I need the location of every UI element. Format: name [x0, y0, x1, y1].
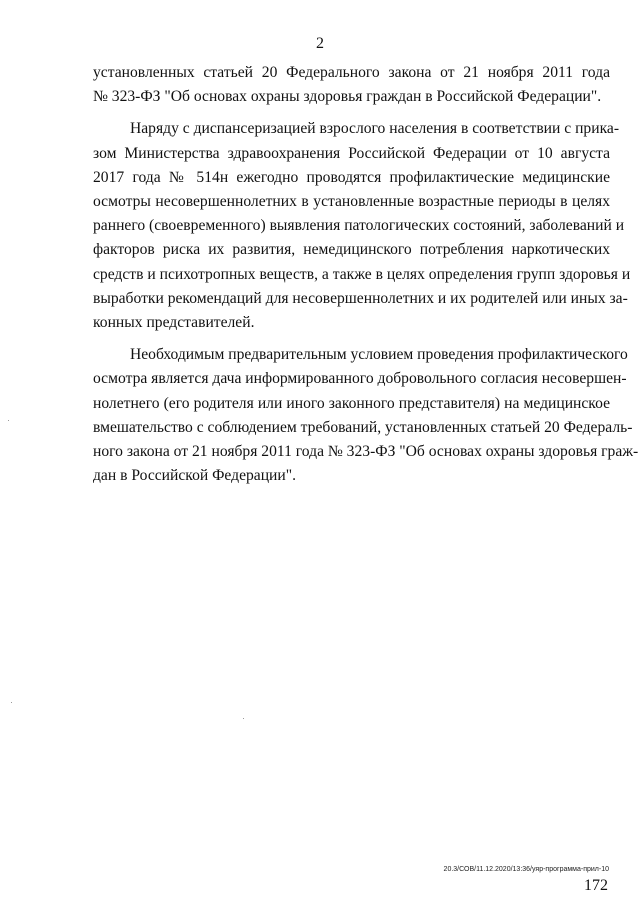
- text-line: конных представителей.: [93, 314, 255, 332]
- text-line: осмотры несовершеннолетних в установленные возрастные периоды в целях: [93, 193, 610, 211]
- text-line: Необходимым предварительным условием проведения профилактического: [130, 346, 628, 364]
- text-line: нолетнего (его родителя или иного законного представителя) на медицинское: [93, 394, 610, 412]
- text-line: дан в Российской Федерации".: [93, 467, 297, 485]
- sheet-number: 172: [584, 877, 608, 894]
- text-line: № 323-ФЗ "Об основах охраны здоровья граждан в Российской Федерации".: [93, 88, 602, 106]
- scan-speck: [243, 718, 244, 719]
- text-line: 2017 года № 514н ежегодно проводятся профилактические медицинские: [93, 168, 610, 186]
- scan-speck: [11, 702, 12, 703]
- scan-speck: [8, 420, 9, 421]
- document-body: [93, 61, 639, 496]
- text-line: выработки рекомендаций для несовершеннолетних и их родителей или иных за-: [93, 289, 628, 307]
- text-line: раннего (своевременного) выявления патологических состояний, заболеваний и: [93, 217, 625, 235]
- text-line: Наряду с диспансеризацией взрослого населения в соответствии с прика-: [130, 120, 620, 138]
- text-line: ного закона от 21 ноября 2011 года № 323-ФЗ "Об основах охраны здоровья граж-: [93, 443, 639, 461]
- page-number: 2: [316, 35, 324, 52]
- paragraph-continuation: [93, 61, 610, 109]
- paragraph-preventive-exams: [93, 117, 631, 335]
- text-line: средств и психотропных веществ, а также в целях определения групп здоровья и: [93, 265, 631, 283]
- document-code: 20.3/СОВ/11.12.2020/13:36/уяр-программа-прил-10: [443, 866, 609, 873]
- text-line: зом Министерства здравоохранения Российской Федерации от 10 августа: [93, 144, 610, 162]
- text-line: осмотра является дача информированного добровольного согласия несовершен-: [93, 370, 627, 388]
- paragraph-consent: [93, 343, 639, 488]
- text-line: факторов риска их развития, немедицинского потребления наркотических: [93, 241, 610, 259]
- text-line: установленных статьей 20 Федерального закона от 21 ноября 2011 года: [93, 64, 610, 81]
- text-line: вмешательство с соблюдением требований, установленных статьей 20 Федераль-: [93, 418, 633, 436]
